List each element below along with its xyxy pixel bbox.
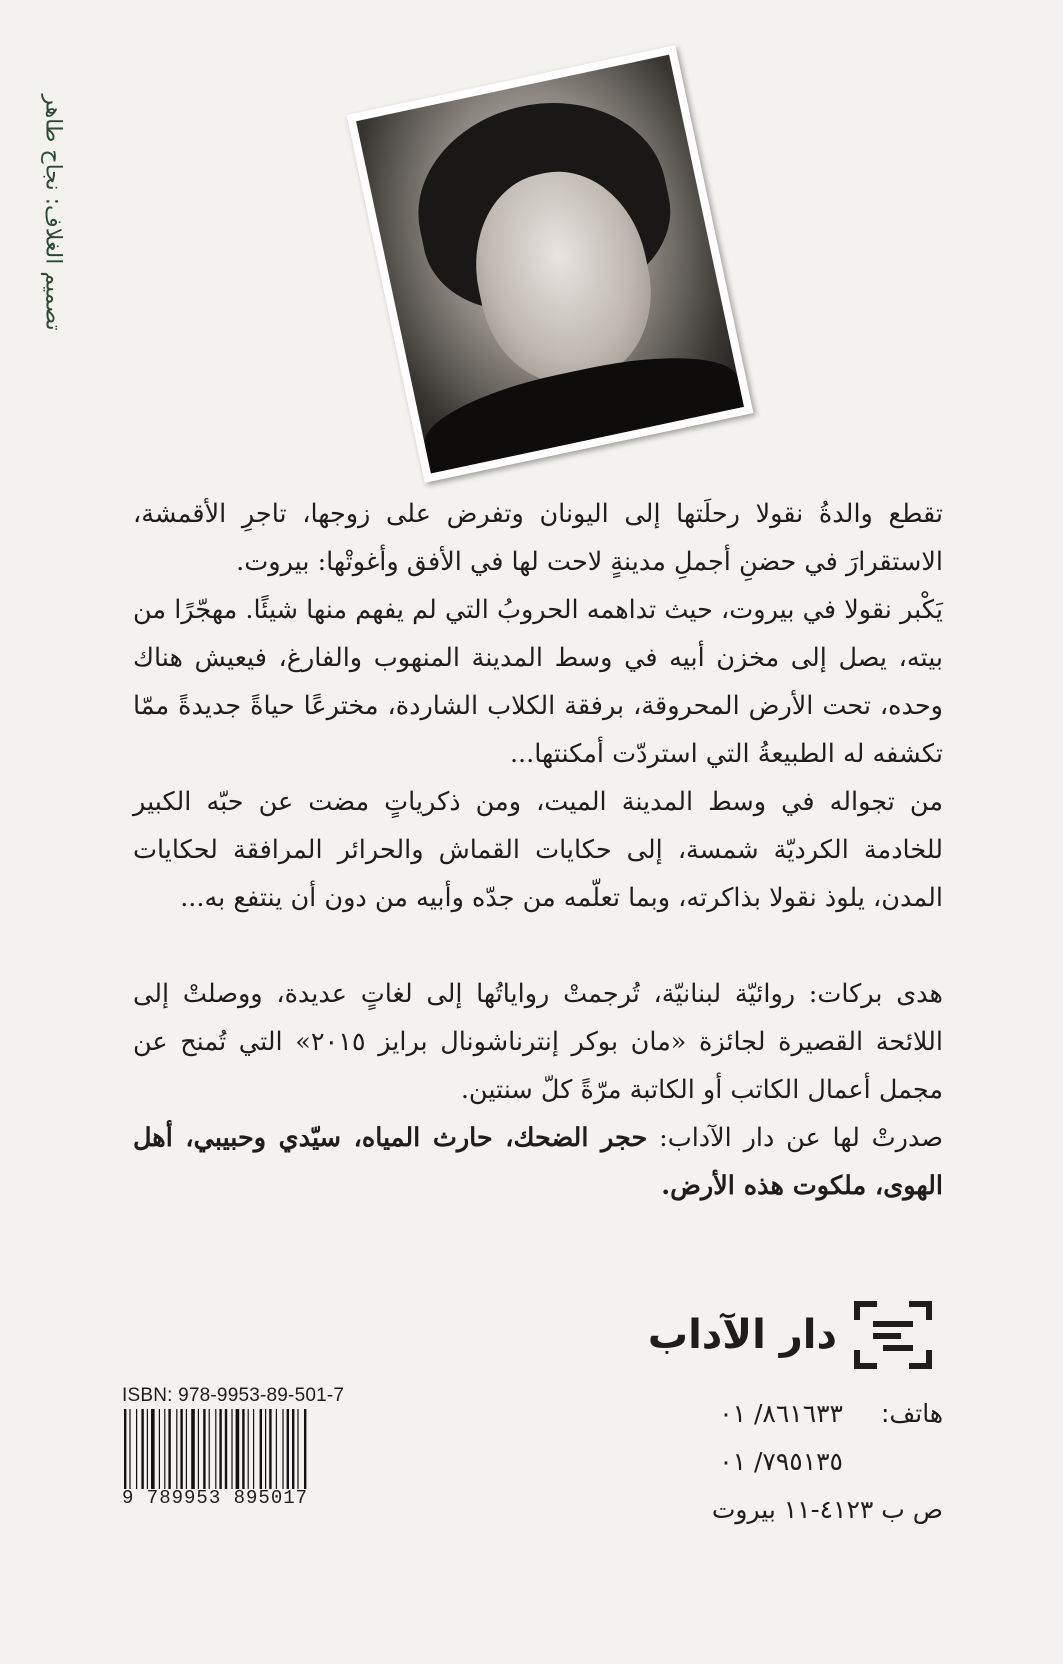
barcode-bar	[147, 1409, 148, 1489]
publisher-logo-icon	[853, 1300, 933, 1370]
barcode-bar	[265, 1409, 266, 1489]
barcode-bar	[198, 1409, 199, 1489]
barcode-bar	[209, 1409, 210, 1489]
address-row	[623, 1486, 943, 1534]
barcode-bar	[292, 1409, 294, 1489]
phone-row-2	[623, 1438, 943, 1486]
barcode-bar	[124, 1409, 126, 1489]
barcode-bar	[191, 1409, 195, 1489]
barcode-bar	[141, 1409, 143, 1489]
isbn-label: ISBN: 978-9953-89-501-7	[122, 1385, 345, 1406]
phone-label: هاتف:	[880, 1399, 943, 1428]
barcode-bar	[231, 1409, 232, 1489]
barcode-bar	[297, 1409, 298, 1489]
back-cover-text	[133, 490, 943, 1210]
barcode-bar	[168, 1409, 170, 1489]
blurb-paragraph-1: تقطع والدةُ نقولا رحلَتها إلى اليونان وتفرض على زوجها، تاجرِ الأقمشة، الاستقرارَ في حضنِ أجملِ مدينةٍ لاحت لها في الأفق وأغوتْها: بيروت.	[133, 499, 943, 577]
publisher-name: دار الآداب	[647, 1312, 837, 1358]
works-intro: صدرتْ لها عن دار الآداب:	[647, 1123, 944, 1153]
barcode-bar	[219, 1409, 221, 1489]
barcode-bar	[180, 1409, 182, 1489]
barcode-bar	[236, 1409, 240, 1489]
phone-number-1: ٨٦١٦٣٣/ ٠١	[719, 1399, 843, 1428]
publisher-contact	[623, 1390, 943, 1534]
author-works	[133, 1114, 943, 1210]
barcode-bar	[269, 1409, 271, 1489]
barcode-bar	[203, 1409, 205, 1489]
barcode-bar	[248, 1409, 249, 1489]
author-bio: هدى بركات: روائيّة لبنانيّة، تُرجمتْ رواياتُها إلى لغاتٍ عديدة، ووصلتْ إلى اللائحة القصيرة لجائزة «مان بوكر إنترناشونال برايز ٢٠١٥» التي تُمنح عن مجمل أعمال الكاتب أو الكاتبة مرّةً كلّ سنتين.	[133, 979, 943, 1105]
phone-row-1	[623, 1390, 943, 1438]
barcode-bar	[159, 1409, 160, 1489]
barcode-bar	[136, 1409, 137, 1489]
barcode-bar	[129, 1409, 130, 1489]
barcode-bar	[215, 1409, 216, 1489]
barcode-bar	[282, 1409, 283, 1489]
phone-number-2: ٧٩٥١٣٥/ ٠١	[719, 1447, 843, 1476]
barcode-bar	[225, 1409, 227, 1489]
blurb-paragraph-3: من تجواله في وسط المدينة الميت، ومن ذكرياتٍ مضت عن حبّه الكبير للخادمة الكرديّة شمسة، إلى حكايات القماش والحرائر المرافقة لحكايات المدن، يلوذ نقولا بذاكرته، وبما تعلّمه من جدّه وأبيه من دون أن ينتفع به...	[133, 787, 943, 913]
barcode-bar	[253, 1409, 254, 1489]
author-photo-frame	[347, 45, 754, 483]
barcode-bar	[276, 1409, 277, 1489]
cover-credit-text: تصميم الغلاف: نجاح طاهر	[40, 94, 66, 331]
barcode-bar	[242, 1409, 244, 1489]
isbn-barcode	[122, 1409, 367, 1489]
postal-address: ص ب ٤١٢٣-١١ بيروت	[711, 1495, 943, 1524]
barcode-bar	[176, 1409, 177, 1489]
barcode-bar	[287, 1409, 289, 1489]
publisher-brand	[648, 1300, 933, 1370]
isbn-block	[122, 1385, 367, 1509]
barcode-bar	[304, 1409, 306, 1489]
blurb-paragraph-2: يَكْبر نقولا في بيروت، حيث تداهمه الحروبُ التي لم يفهم منها شيئًا. مهجّرًا من بيته، يصل إلى مخزن أبيه في وسط المدينة المنهوب والفارغ، فيعيش هناك وحده، تحت الأرض المحروقة، برفقة الكلاب الشاردة، مخترعًا حياةً جديدةً ممّا تكشفه له الطبيعةُ التي استردّت أمكنتها...	[133, 595, 943, 769]
author-photo	[356, 55, 744, 474]
barcode-bar	[260, 1409, 262, 1489]
cover-design-credit	[8, 75, 98, 350]
works-list: حجر الضحك، حارث المياه، سيّدي وحبيبي، أهل الهوى، ملكوت هذه الأرض.	[133, 1123, 943, 1201]
barcode-bar	[164, 1409, 165, 1489]
barcode-bar	[151, 1409, 155, 1489]
isbn-digits: 9 789953 895017	[122, 1487, 309, 1509]
barcode-bar	[186, 1409, 187, 1489]
